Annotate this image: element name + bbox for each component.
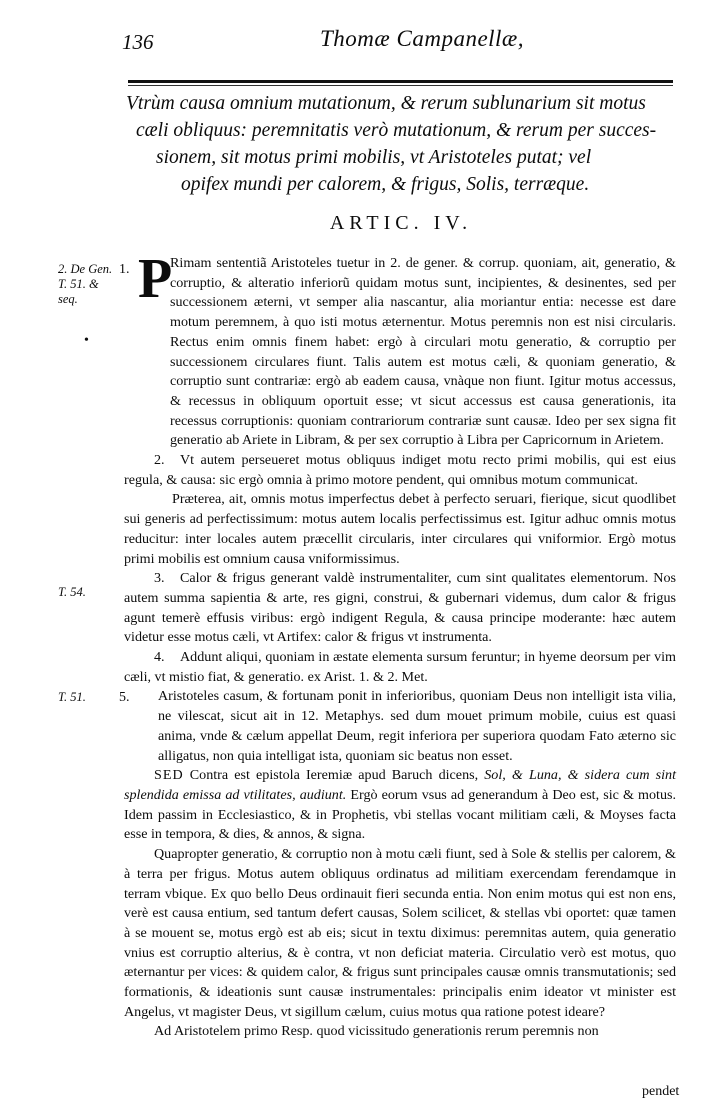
margin-note-line: seq. (58, 292, 78, 306)
title-line-3: sionem, sit motus primi mobilis, vt Aristoteles putat; vel (156, 147, 592, 168)
paragraph-4 (124, 648, 676, 687)
page-number: 136 (122, 30, 154, 54)
paragraph-4-number: 4. (154, 649, 165, 666)
paragraph-5 (124, 687, 676, 766)
paragraph-3-number: 3. (154, 570, 165, 587)
paragraph-7 (124, 1022, 676, 1042)
catchword: pendet (642, 1084, 680, 1099)
margin-dot: • (84, 333, 89, 348)
paragraph-7-text: Ad Aristotelem primo Resp. quod vicissitudo generationis rerum peremnis non (154, 1023, 599, 1040)
paragraph-sed (124, 766, 676, 845)
body-text (124, 254, 676, 1042)
paragraph-2 (124, 451, 676, 490)
margin-note-t51: T. 51. (58, 690, 86, 704)
paragraph-5-text: Aristoteles casum, & fortunam ponit in inferioribus, quoniam Deus non intelligit ista vilia, ne vilescat, sicut ait in 12. Metaphys. sed dum mouet primum mobile, cuius est quasi anima, vnde & cælum appellat Deum, regit inferiora per superiora quodam Fato æterno sic alligatus, non quia intelligat ista, quoniam sic beatus non esset. (158, 688, 676, 764)
paragraph-2b-text: Præterea, ait, omnis motus imperfectus debet à perfecto seruari, fierique, sicut quodlibet sui generis ad perfectissimum: motus autem localis perfectissimus est. Igitur adhuc omnis motus reducitur: inter locales autem præcellit circularis, inter circulares qui vniformior. Ergò motus primi mobilis est omnium causa vniformissimus. (124, 491, 676, 567)
paragraph-number-1: 1. (119, 262, 130, 277)
drop-cap: P (138, 248, 173, 310)
sed-text-b: Ergò eorum vsus ad generandum à Deo est, sic & motus. Idem passim in Ecclesiastico, & in Prophetis, vbi stellas vocant militiam cæli, & Moyses facta esse in tempora, & dies, & annos, & signa. (124, 786, 676, 843)
paragraph-2b (124, 490, 676, 569)
margin-note-line: 2. De Gen. (58, 262, 113, 276)
header-rule (128, 80, 673, 83)
paragraph-1 (124, 254, 676, 451)
margin-note-t54: T. 54. (58, 585, 86, 599)
paragraph-3 (124, 569, 676, 648)
paragraph-number-5: 5. (119, 690, 130, 705)
paragraph-1-text: Rimam sententiã Aristoteles tuetur in 2. de gener. & corrup. quoniam, ait, generatio, & corruptio, & alteratio inferiorũ quidam motus sunt, incipientes, & desinentes, sed per successionem æterni, vt semper alia nascantur, alia moriantur entia: necesse est dare motum peremnem, à quo isti motus æternentur. Motus peremnis non est nisi circularis. Rectus enim omnis finem habet: ergò à circulari motu generatio, & corruptio per successionem circulares fiunt. Talis autem est motus cæli, & quoniam generatio, & corruptio sunt contrariæ: ergò ab eadem causa, vnàque non fiunt. Igitur motus accessus, & recessus in obliquum oportuit esse; vt sicut accessus est causa generationis, ita recessus corruptionis: quoniam contrariorum contrariæ sunt causæ. Ideo per sex signa fit generatio ab Ariete in Libram, & per sex corruptio à Libra per Capricornum in Arietem. (170, 255, 676, 449)
sed-quote: Sol, & Luna, & sidera cum sint splendida emissa ad vtilitates, audiunt. (124, 767, 676, 803)
running-head: Thomæ Campanellæ, (320, 26, 525, 51)
sed-text-a: Contra est epistola Ieremiæ apud Baruch dicens, (189, 767, 479, 784)
title-line-4: opifex mundi per calorem, & frigus, Solis, terræque. (181, 174, 590, 195)
margin-note-line: T. 51. & (58, 277, 99, 291)
paragraph-2-number: 2. (154, 452, 165, 469)
paragraph-4-text: Addunt aliqui, quoniam in æstate elementa sursum feruntur; in hyeme deorsum per vim cæli, vt mistio fiat, & generatio. ex Arist. 1. & 2. Met. (124, 649, 676, 685)
paragraph-3-text: Calor & frigus generant valdè instrumentaliter, cum sint qualitates elementorum. Nos autem summa sapientia & arte, res gigni, construi, & gubernari videmus, dum calor & frigus agunt temerè effusis viribus: ergò indigent Regula, & causa principe moderante: hæc autem videtur esse motus cæli, vt Artifex: calor & frigus vt instrumenta. (124, 570, 676, 646)
paragraph-2-text: Vt autem perseueret motus obliquus indiget motu recto primi mobilis, qui est eius regula, & causa: sic ergò omnia à primo motore pendent, qui omnibus motum communicat. (124, 452, 676, 488)
header-rule-thin (128, 85, 673, 86)
paragraph-6-text: Quapropter generatio, & corruptio non à motu cæli fiunt, sed à Sole & stellis per calorem, & à terra per frigus. Motus autem obliquus ordinatus ad militiam exercendam ferendamque in terram vbique. Ex quo bello Deus ordinauit fieri secunda entia. Non enim motus qui est non ens, verè est causa entium, sed tantum defert causas, Solem scilicet, & stellas vbi oportet: quæ tamen à se mouent se, motus ergò est ab eis; sicut in textu diximus: peremnitas autem, quia generatio vnius est corruptio alterius, & è contra, vt non deficiat materia. Circulatio verò est motus, quo æternantur per vices: & quidem calor, & frigus sunt principales causæ omnis transmutationis; sed formationis, & ideationis sunt causæ instrumentales: principalis enim ideator vt minister est Angelus, vt magister Deus, vt sigillum cælum, cuius motus qua ratione potest ideare? (124, 846, 676, 1020)
title-line-1: Vtrùm causa omnium mutationum, & rerum sublunarium sit motus (126, 93, 646, 114)
article-heading: ARTIC. IV. (329, 212, 473, 234)
article-title (126, 90, 676, 198)
paragraph-6 (124, 845, 676, 1022)
margin-note-de-gen (58, 262, 112, 307)
sed-word: SED (154, 767, 184, 784)
title-line-2: cæli obliquus: peremnitatis verò mutationum, & rerum per succes- (136, 120, 657, 141)
